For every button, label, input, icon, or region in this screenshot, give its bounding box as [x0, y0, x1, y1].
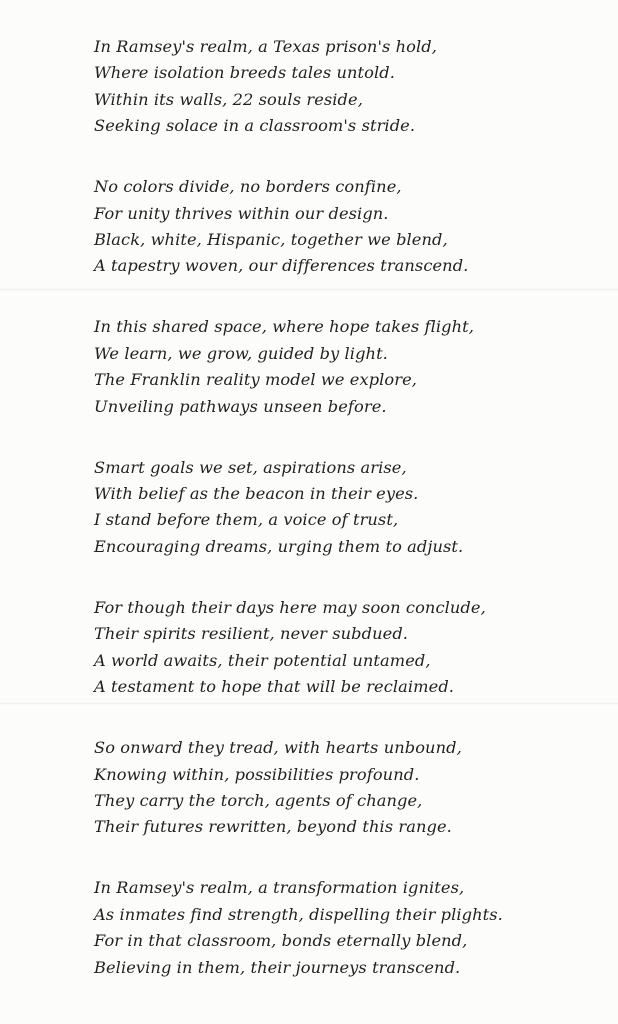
stanza: [94, 735, 594, 841]
poem-body: [94, 34, 594, 981]
poem-line: No colors divide, no borders confine,: [94, 177, 402, 197]
poem-line: A testament to hope that will be reclaimed.: [94, 677, 455, 697]
poem-line: With belief as the beacon in their eyes.: [94, 484, 419, 504]
stanza: [94, 34, 594, 140]
stanza: [94, 174, 594, 280]
poem-line: Unveiling pathways unseen before.: [94, 396, 387, 416]
stanza: [94, 455, 594, 561]
poem-line: We learn, we grow, guided by light.: [94, 343, 388, 363]
poem-line: In Ramsey's realm, a transformation ignites,: [94, 878, 465, 898]
poem-line: As inmates find strength, dispelling their plights.: [94, 904, 503, 924]
poem-line: Knowing within, possibilities profound.: [94, 764, 420, 784]
poem-line: Their spirits resilient, never subdued.: [94, 624, 409, 644]
poem-line: For unity thrives within our design.: [94, 203, 389, 223]
poem-line: Within its walls, 22 souls reside,: [94, 89, 363, 109]
poem-line: Believing in them, their journeys transcend.: [94, 957, 461, 977]
poem-line: So onward they tread, with hearts unbound,: [94, 738, 462, 758]
poem-line: For though their days here may soon conclude,: [94, 597, 486, 617]
poem-line: In Ramsey's realm, a Texas prison's hold,: [94, 37, 438, 56]
poem-line: Smart goals we set, aspirations arise,: [94, 457, 407, 477]
stanza: [94, 595, 594, 701]
poem-line: They carry the torch, agents of change,: [94, 790, 423, 810]
poem-line: The Franklin reality model we explore,: [94, 370, 418, 390]
poem-line: Black, white, Hispanic, together we blend,: [94, 230, 448, 250]
poem-line: A world awaits, their potential untamed,: [94, 650, 431, 670]
poem-line: Encouraging dreams, urging them to adjust.: [94, 536, 464, 556]
poem-line: Where isolation breeds tales untold.: [94, 63, 395, 83]
poem-line: Seeking solace in a classroom's stride.: [94, 116, 416, 136]
poem-line: Their futures rewritten, beyond this range.: [94, 817, 452, 837]
poem-line: I stand before them, a voice of trust,: [94, 510, 399, 530]
poem-line: A tapestry woven, our differences transcend.: [94, 256, 469, 276]
stanza: [94, 314, 594, 420]
poem-line: In this shared space, where hope takes flight,: [94, 317, 474, 337]
stanza: [94, 875, 594, 981]
poem-line: For in that classroom, bonds eternally blend,: [94, 931, 468, 951]
